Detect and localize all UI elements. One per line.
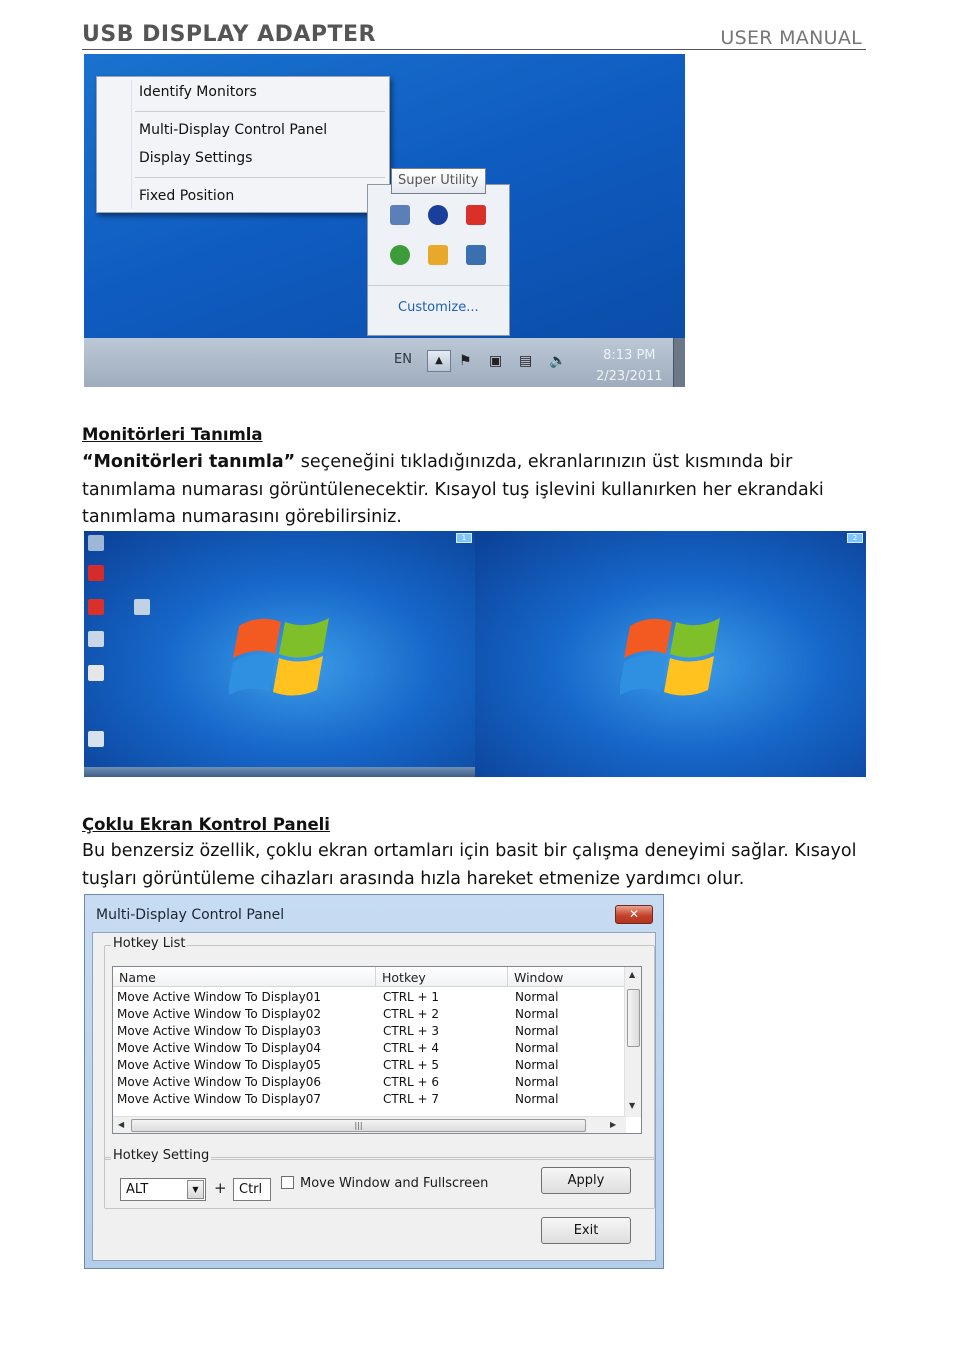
monitor-id-2: 2 bbox=[847, 533, 863, 543]
horizontal-scrollbar[interactable] bbox=[113, 1116, 626, 1133]
utility-desktop-icon[interactable] bbox=[134, 599, 150, 615]
section1-line2: tanımlama numarası görüntülenecektir. Kısayol tuş işlevini kullanırken her ekrandaki bbox=[82, 479, 824, 500]
section1-bold-term: “Monitörleri tanımla” bbox=[82, 452, 296, 472]
modifier-select[interactable] bbox=[120, 1178, 206, 1201]
language-indicator[interactable]: EN bbox=[394, 352, 412, 367]
horizontal-scroll-thumb[interactable]: ||| bbox=[131, 1119, 586, 1132]
scroll-left-arrow-icon[interactable]: ◀ bbox=[118, 1120, 125, 1129]
computer-desktop-icon[interactable] bbox=[88, 731, 104, 747]
section2-line1: Bu benzersiz özellik, çoklu ekran ortamları için basit bir çalışma deneyimi sağlar. Kısayol bbox=[82, 841, 857, 861]
column-header-name[interactable]: Name bbox=[113, 967, 376, 987]
windows-logo-icon bbox=[229, 606, 339, 706]
windows-logo-icon bbox=[620, 606, 730, 706]
tray-menu-screenshot bbox=[84, 54, 685, 387]
section1-line1: seçeneğini tıkladığınızda, ekranlarınızın üst kısmında bir bbox=[295, 452, 793, 472]
dialog-title: Multi-Display Control Panel bbox=[96, 907, 285, 923]
scroll-up-arrow-icon[interactable]: ▲ bbox=[629, 970, 636, 979]
dialog-close-button[interactable]: ✕ bbox=[615, 905, 653, 924]
show-hidden-icons-button[interactable]: ▲ bbox=[427, 350, 451, 372]
section2-paragraph bbox=[82, 838, 882, 893]
apply-button[interactable]: Apply bbox=[541, 1167, 631, 1194]
document-desktop-icon[interactable] bbox=[88, 665, 104, 681]
recycle-bin-icon[interactable] bbox=[88, 535, 104, 551]
monitor-1-taskbar bbox=[84, 767, 475, 777]
monitor-1 bbox=[84, 531, 475, 777]
section1-paragraph bbox=[82, 449, 882, 532]
menu-separator bbox=[135, 177, 385, 178]
column-header-window[interactable]: Window bbox=[508, 967, 626, 987]
monitor-2 bbox=[475, 531, 866, 777]
plus-sign: + bbox=[214, 1179, 227, 1197]
context-menu bbox=[96, 76, 390, 213]
section-heading-identify-monitors: Monitörleri Tanımla bbox=[82, 425, 263, 444]
notification-tray-popup bbox=[367, 184, 510, 336]
exit-button[interactable]: Exit bbox=[541, 1217, 631, 1244]
super-utility-tooltip: Super Utility bbox=[391, 168, 486, 194]
utility-g-icon[interactable] bbox=[466, 245, 486, 265]
hotkey-setting-label: Hotkey Setting bbox=[113, 1148, 210, 1163]
hotkey-list-label: Hotkey List bbox=[113, 936, 186, 951]
multi-display-control-panel-dialog bbox=[84, 894, 664, 1269]
bluetooth-icon[interactable] bbox=[428, 205, 448, 225]
taskbar bbox=[84, 338, 685, 387]
volume-icon[interactable]: 🔈 bbox=[549, 353, 567, 369]
security-check-icon[interactable] bbox=[390, 245, 410, 265]
show-desktop-button[interactable] bbox=[673, 338, 685, 387]
scroll-right-arrow-icon[interactable]: ▶ bbox=[610, 1120, 617, 1129]
app-desktop-icon[interactable] bbox=[88, 631, 104, 647]
taskbar-clock[interactable] bbox=[596, 345, 663, 387]
fullscreen-checkbox-label: Move Window and Fullscreen bbox=[300, 1176, 489, 1191]
section2-line2: tuşları görüntüleme cihazları arasında hızla hareket etmenize yardımcı olur. bbox=[82, 868, 745, 889]
menu-separator bbox=[135, 111, 385, 112]
dialog-body bbox=[92, 932, 656, 1261]
menu-item-display-settings[interactable]: Display Settings bbox=[139, 150, 253, 166]
section1-line3: tanımlama numarasını görebilirsiniz. bbox=[82, 507, 402, 527]
vertical-scroll-thumb[interactable] bbox=[627, 989, 640, 1047]
monitor-id-1: 1 bbox=[456, 533, 472, 543]
power-icon[interactable]: ▣ bbox=[489, 353, 503, 369]
acrobat-icon[interactable] bbox=[88, 565, 104, 581]
dual-monitor-screenshot bbox=[84, 531, 866, 777]
header-manual-label: USER MANUAL bbox=[720, 27, 862, 49]
network-icon[interactable]: ▤ bbox=[519, 353, 533, 369]
modifier-select-value: ALT bbox=[126, 1182, 149, 1197]
scroll-down-arrow-icon[interactable]: ▼ bbox=[629, 1101, 636, 1110]
clock-date: 2/23/2011 bbox=[596, 369, 663, 384]
page-header bbox=[82, 22, 866, 50]
chevron-down-icon[interactable]: ▼ bbox=[187, 1180, 204, 1199]
column-header-hotkey[interactable]: Hotkey bbox=[376, 967, 508, 987]
vertical-scrollbar[interactable] bbox=[624, 967, 641, 1117]
hotkey-list[interactable]: Name Hotkey Window Move Active Window To Display01 CTRL + 1 Normal Move Active Window To Display02 CTRL + 2 Normal Move Active Window To Display03 CTRL + 3 Normal Move Active Window To Display04 CTRL + 4 Normal Move Active Window To Display05 CTRL + 5 Normal Move Active Window To Display06 CTRL + 6 Normal Move Active Window To Display07 CTRL + 7 Normal ▲ ▼ ◀ ||| ▶ bbox=[112, 966, 642, 1134]
display-adapter-icon[interactable] bbox=[390, 205, 410, 225]
key-input[interactable]: Ctrl bbox=[233, 1178, 271, 1201]
menu-item-identify-monitors[interactable]: Identify Monitors bbox=[139, 84, 257, 100]
flag-icon[interactable]: ⚑ bbox=[459, 353, 472, 369]
fullscreen-checkbox[interactable] bbox=[281, 1176, 294, 1189]
network-utility-icon[interactable] bbox=[428, 245, 448, 265]
section-heading-multi-display-control-panel: Çoklu Ekran Kontrol Paneli bbox=[82, 815, 330, 834]
menu-item-multi-display-control-panel[interactable]: Multi-Display Control Panel bbox=[139, 122, 328, 138]
menu-item-fixed-position[interactable]: Fixed Position bbox=[139, 188, 235, 204]
clock-time: 8:13 PM bbox=[603, 348, 656, 363]
antivirus-icon[interactable] bbox=[466, 205, 486, 225]
customize-link[interactable]: Customize... bbox=[398, 300, 479, 315]
header-title: USB DISPLAY ADAPTER bbox=[82, 22, 376, 47]
antivirus-desktop-icon[interactable] bbox=[88, 599, 104, 615]
